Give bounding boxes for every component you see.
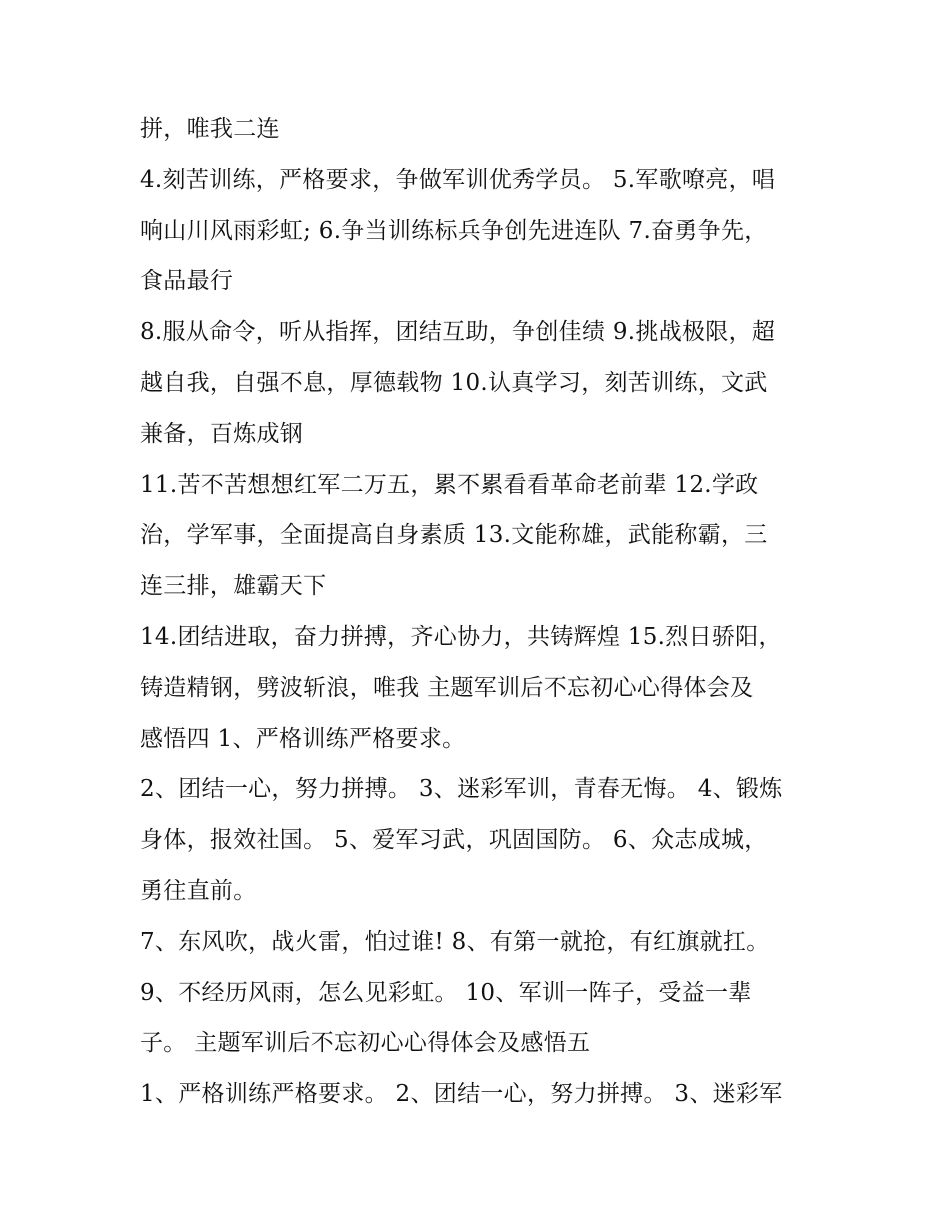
text-line: 9、不经历风雨，怎么见彩虹。 10、军训一阵子，受益一辈 — [140, 979, 752, 1006]
text-line: 铸造精钢，劈波斩浪，唯我 主题军训后不忘初心心得体会及 — [140, 674, 754, 701]
text-line: 感悟四 1、严格训练严格要求。 — [140, 725, 466, 752]
text-line: 11.苦不苦想想红军二万五，累不累看看革命老前辈 12.学政 — [140, 471, 759, 498]
text-line: 兼备，百炼成钢 — [140, 420, 304, 447]
text-line: 4.刻苦训练，严格要求，争做军训优秀学员。 5.军歌嘹亮，唱 — [140, 166, 776, 193]
text-line: 越自我，自强不息，厚德载物 10.认真学习，刻苦训练，文武 — [140, 369, 768, 396]
text-line: 1、严格训练严格要求。 2、团结一心，努力拼搏。 3、迷彩军 — [140, 1081, 783, 1108]
document-body — [140, 104, 830, 1120]
text-line: 响山川风雨彩虹; 6.争当训练标兵争创先进连队 7.奋勇争先， — [140, 217, 768, 244]
text-line: 14.团结进取，奋力拼搏，齐心协力，共铸辉煌 15.烈日骄阳， — [140, 623, 782, 650]
text-line: 7、东风吹，战火雷，怕过谁! 8、有第一就抢，有红旗就扛。 — [140, 928, 770, 955]
text-line: 勇往直前。 — [140, 877, 257, 904]
text-line: 连三排，雄霸天下 — [140, 573, 327, 600]
text-line: 食品最行 — [140, 268, 234, 295]
text-line: 子。 主题军训后不忘初心心得体会及感悟五 — [140, 1030, 591, 1057]
text-line: 治，学军事，全面提高自身素质 13.文能称雄，武能称霸，三 — [140, 522, 768, 549]
text-line: 8.服从命令，听从指挥，团结互助，争创佳绩 9.挑战极限，超 — [140, 319, 776, 346]
text-line: 身体，报效社国。 5、爱军习武，巩固国防。 6、众志成城， — [140, 827, 768, 854]
text-line: 2、团结一心，努力拼搏。 3、迷彩军训，青春无悔。 4、锻炼 — [140, 776, 783, 803]
text-line: 拼，唯我二连 — [140, 116, 280, 142]
